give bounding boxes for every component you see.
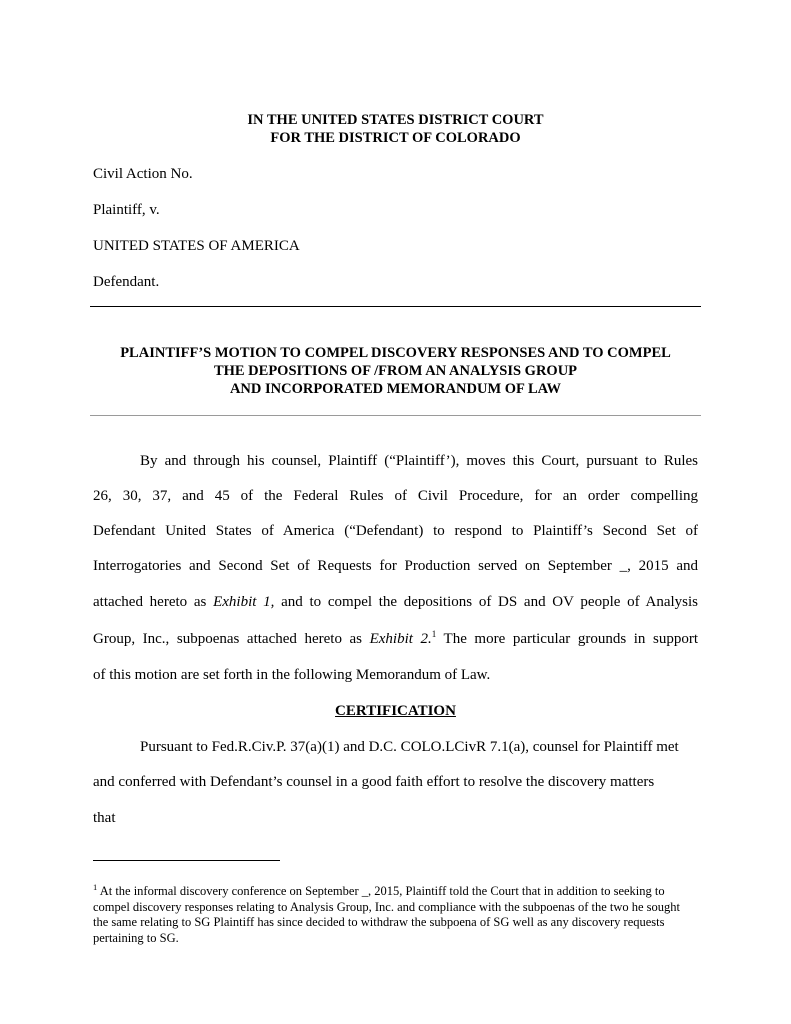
footnote-reference: 1 <box>431 629 437 639</box>
court-line-2: FOR THE DISTRICT OF COLORADO <box>270 130 521 146</box>
certification-line-3: that <box>93 810 116 826</box>
footnote-number: 1 <box>93 881 98 892</box>
certification-heading: CERTIFICATION <box>335 703 456 719</box>
body-line-5 <box>93 593 698 611</box>
body-line-6 <box>93 630 698 648</box>
body-text: attached hereto as <box>93 594 214 610</box>
motion-title-line-1: PLAINTIFF’S MOTION TO COMPEL DISCOVERY RESPONSES AND TO COMPEL <box>120 345 671 361</box>
certification-line-1: Pursuant to Fed.R.Civ.P. 37(a)(1) and D.C. COLO.LCivR 7.1(a), counsel for Plaintiff met <box>140 739 679 755</box>
motion-title-line-3: AND INCORPORATED MEMORANDUM OF LAW <box>229 381 562 397</box>
body-line-7: of this motion are set forth in the following Memorandum of Law. <box>93 667 491 683</box>
body-text: The more particular grounds in support <box>436 631 698 647</box>
plaintiff-caption: Plaintiff, v. <box>93 202 160 218</box>
footnote-text: At the informal discovery conference on September _, 2015, Plaintiff told the Court that in addition to seeking to compel discovery responses relating to Analysis Group, Inc. and compliance with the subpoenas of the two he sought the same relating to SG Plaintiff has since decided to withdraw the subpoena of SG well as any discovery requests pertaining to SG. <box>93 884 681 945</box>
certification-line-2: and conferred with Defendant’s counsel in a good faith effort to resolve the discovery matters <box>93 774 655 790</box>
court-heading <box>0 111 791 147</box>
defendant-name: UNITED STATES OF AMERICA <box>93 238 300 254</box>
title-divider <box>90 415 701 416</box>
exhibit-2-reference: Exhibit 2. <box>369 631 432 647</box>
motion-title <box>90 344 701 398</box>
body-line-3: Defendant United States of America (“Defendant) to respond to Plaintiff’s Second Set of <box>93 523 698 539</box>
motion-title-line-2: THE DEPOSITIONS OF /FROM AN ANALYSIS GROUP <box>213 363 578 379</box>
exhibit-1-reference: Exhibit 1, <box>213 594 275 610</box>
footnote-separator <box>93 860 280 861</box>
caption-divider <box>90 306 701 307</box>
defendant-label: Defendant. <box>93 274 160 290</box>
footnote <box>93 881 698 946</box>
civil-action-number: Civil Action No. <box>93 166 193 182</box>
body-line-2: 26, 30, 37, and 45 of the Federal Rules of Civil Procedure, for an order compelling <box>93 488 698 504</box>
court-line-1: IN THE UNITED STATES DISTRICT COURT <box>247 112 544 128</box>
body-line-1: By and through his counsel, Plaintiff (“Plaintiff’), moves this Court, pursuant to Rules <box>140 453 698 469</box>
body-line-4: Interrogatories and Second Set of Requests for Production served on September _, 2015 and <box>93 558 698 574</box>
body-text: and to compel the depositions of DS and OV people of Analysis <box>274 594 698 610</box>
body-text: Group, Inc., subpoenas attached hereto as <box>93 631 370 647</box>
